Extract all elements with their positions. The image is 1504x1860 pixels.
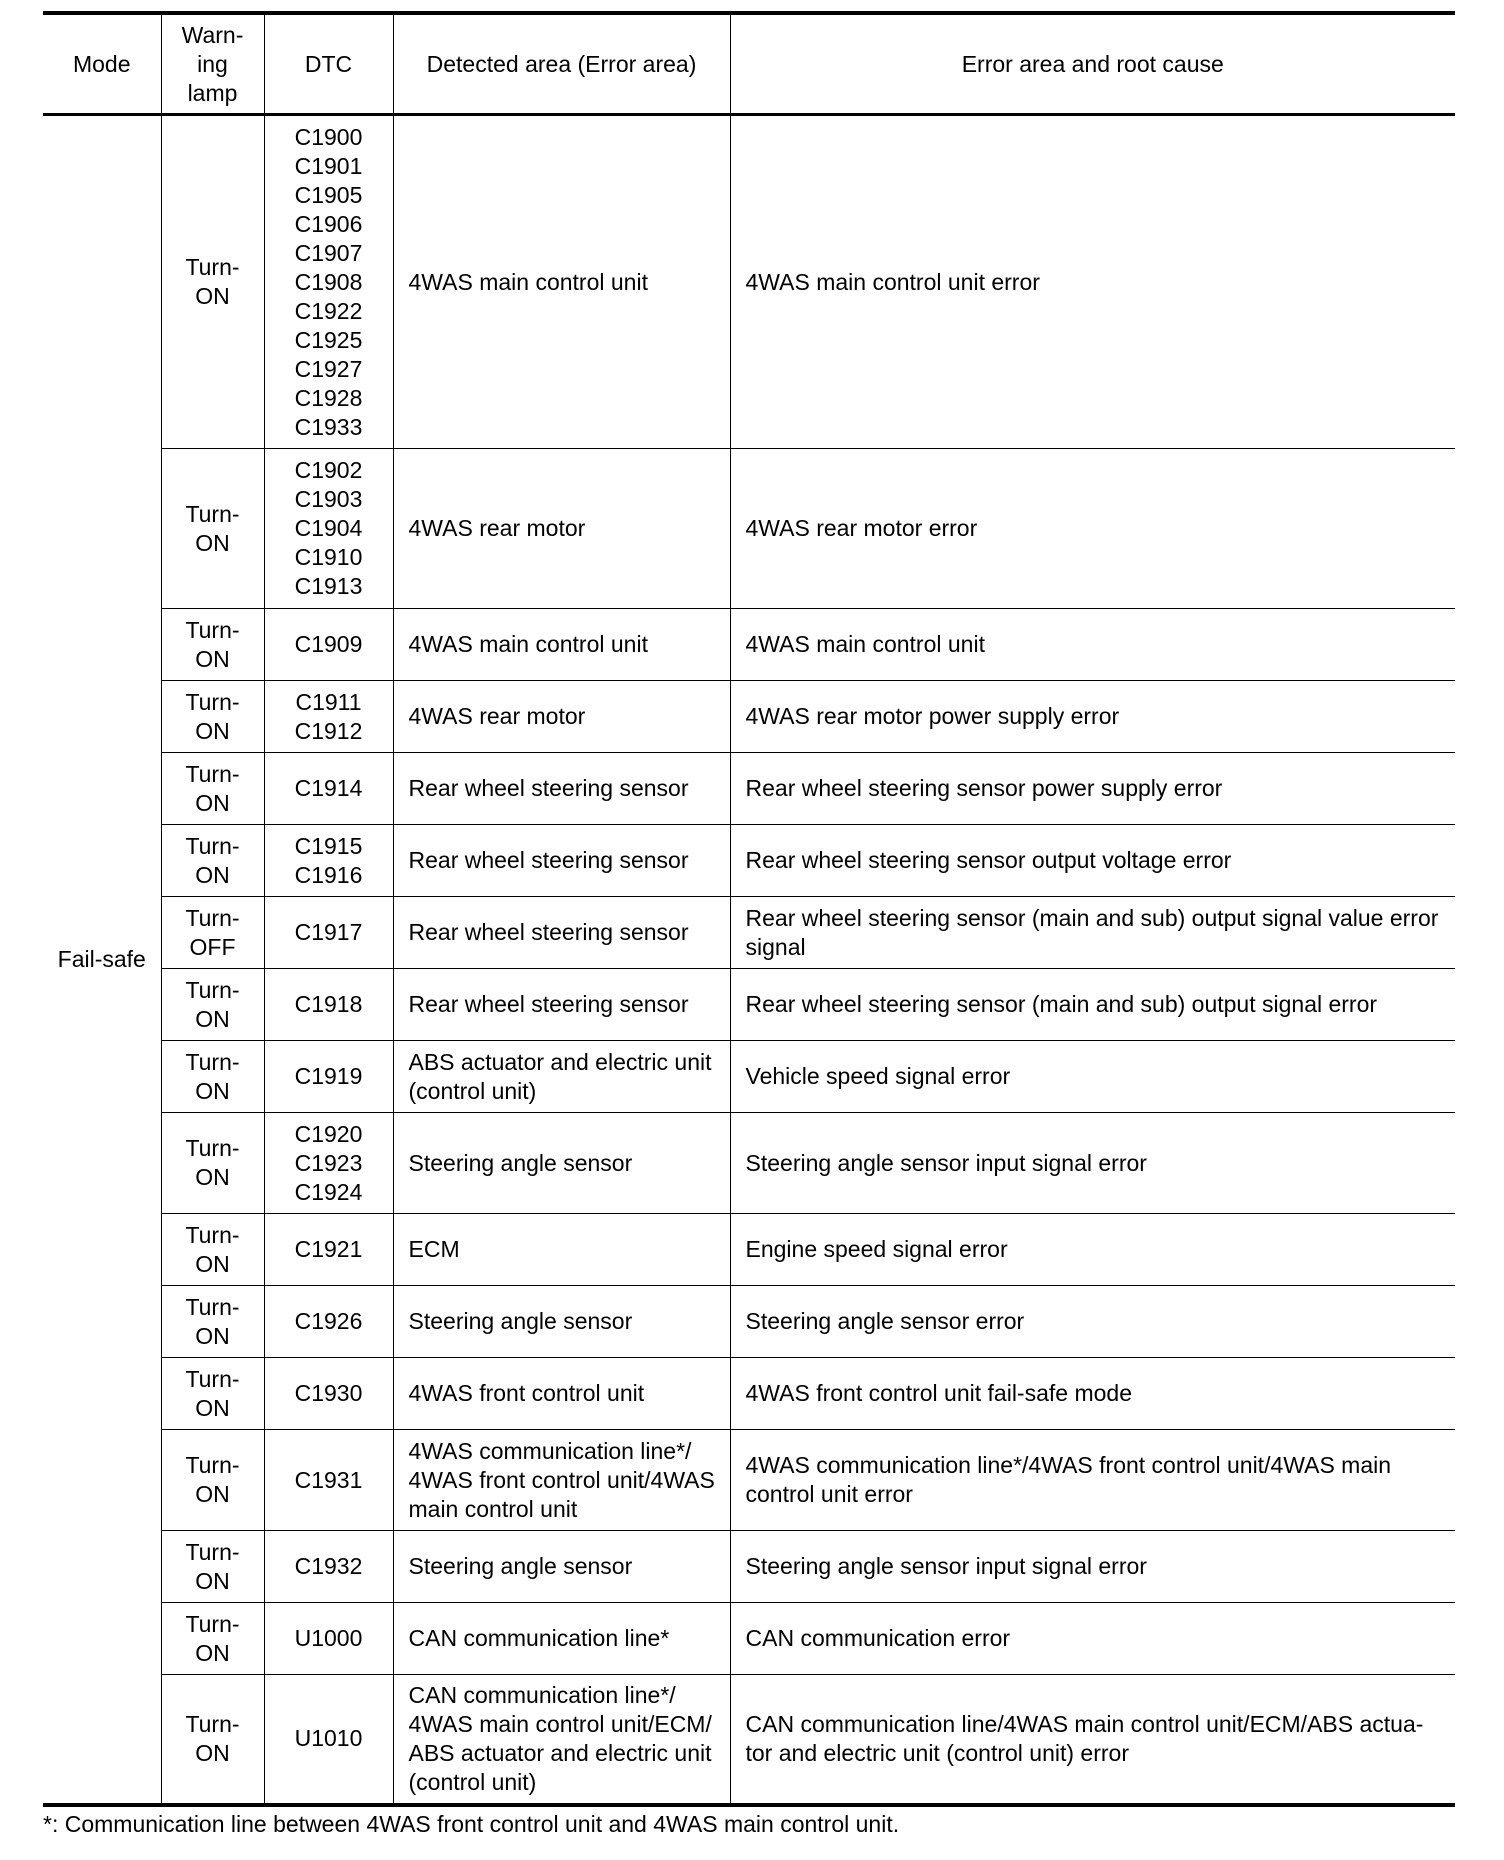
detected-area-cell xyxy=(393,1603,730,1675)
warning-lamp-cell-line: Turn- xyxy=(185,1610,240,1637)
detected-area-cell-line: 4WAS main control unit/ECM/ xyxy=(408,1710,712,1737)
table-row xyxy=(43,609,1455,681)
header-warning-lamp xyxy=(161,13,264,115)
warning-lamp-cell xyxy=(161,449,264,609)
warning-lamp-cell-line: ON xyxy=(195,529,230,556)
detected-area-cell-line: 4WAS main control unit xyxy=(408,268,648,295)
header-warning-lamp-line: Warn- xyxy=(181,21,244,48)
header-warning-lamp-line: ing xyxy=(197,50,228,77)
table-row xyxy=(43,115,1455,449)
table-row xyxy=(43,753,1455,825)
warning-lamp-cell-line: ON xyxy=(195,1739,230,1766)
detected-area-cell-line: Rear wheel steering sensor xyxy=(408,919,689,945)
dtc-cell-line: C1913 xyxy=(294,573,363,599)
table-row xyxy=(43,681,1455,753)
detected-area-cell-line: ABS actuator and electric unit xyxy=(408,1048,712,1075)
header-error-cause xyxy=(730,13,1455,115)
warning-lamp-cell-line: ON xyxy=(195,1164,230,1190)
warning-lamp-cell-line: ON xyxy=(195,1394,230,1421)
detected-area-cell xyxy=(393,897,730,969)
dtc-cell-line: C1919 xyxy=(294,1063,363,1089)
error-cause-cell xyxy=(730,1214,1455,1286)
warning-lamp-cell-line: ON xyxy=(195,1567,230,1594)
dtc-cell xyxy=(264,1214,393,1286)
table-body xyxy=(43,115,1455,1805)
table-row xyxy=(43,1041,1455,1113)
error-cause-cell xyxy=(730,1286,1455,1358)
error-cause-cell-line: Rear wheel steering sensor (main and sub) output signal value error xyxy=(745,904,1439,931)
detected-area-cell-line: (control unit) xyxy=(408,1768,537,1795)
dtc-cell xyxy=(264,825,393,897)
detected-area-cell-line: 4WAS rear motor xyxy=(408,703,586,729)
warning-lamp-cell xyxy=(161,897,264,969)
detected-area-cell xyxy=(393,1113,730,1214)
dtc-cell xyxy=(264,1286,393,1358)
dtc-cell-line: C1901 xyxy=(294,152,363,179)
warning-lamp-cell-line: Turn- xyxy=(185,1452,240,1478)
table-row xyxy=(43,449,1455,609)
table-row xyxy=(43,969,1455,1041)
warning-lamp-cell xyxy=(161,1531,264,1603)
warning-lamp-cell xyxy=(161,825,264,897)
error-cause-cell-line: signal xyxy=(745,933,806,960)
warning-lamp-cell-line: Turn- xyxy=(185,760,240,787)
detected-area-cell xyxy=(393,449,730,609)
detected-area-cell-line: Steering angle sensor xyxy=(408,1308,633,1334)
error-cause-cell-line: Vehicle speed signal error xyxy=(745,1063,1011,1089)
table-row xyxy=(43,897,1455,969)
warning-lamp-cell xyxy=(161,1041,264,1113)
detected-area-cell xyxy=(393,115,730,449)
detected-area-cell-line: Rear wheel steering sensor xyxy=(408,847,689,873)
warning-lamp-cell xyxy=(161,1603,264,1675)
header-dtc-line: DTC xyxy=(304,50,353,77)
detected-area-cell xyxy=(393,969,730,1041)
warning-lamp-cell-line: Turn- xyxy=(185,1293,240,1320)
detected-area-cell-line: Steering angle sensor xyxy=(408,1553,633,1579)
detected-area-cell xyxy=(393,1041,730,1113)
detected-area-cell xyxy=(393,1430,730,1531)
detected-area-cell-line: ABS actuator and electric unit xyxy=(408,1739,712,1766)
dtc-cell-line: C1924 xyxy=(294,1178,363,1205)
table-row xyxy=(43,1430,1455,1531)
error-cause-cell-line: 4WAS main control unit xyxy=(745,631,985,657)
warning-lamp-cell-line: Turn- xyxy=(185,904,240,931)
error-cause-cell-line: 4WAS front control unit fail-safe mode xyxy=(745,1380,1132,1406)
dtc-cell-line: C1910 xyxy=(294,544,363,570)
warning-lamp-cell xyxy=(161,969,264,1041)
warning-lamp-cell-line: Turn- xyxy=(185,1048,240,1075)
detected-area-cell xyxy=(393,753,730,825)
dtc-cell xyxy=(264,1531,393,1603)
detected-area-cell-line: Rear wheel steering sensor xyxy=(408,991,689,1017)
error-cause-cell-line: tor and electric unit (control unit) error xyxy=(745,1739,1129,1766)
dtc-cell-line: C1900 xyxy=(294,123,363,150)
dtc-cell xyxy=(264,897,393,969)
error-cause-cell-line: Rear wheel steering sensor (main and sub) output signal error xyxy=(745,991,1378,1017)
error-cause-cell-line: Rear wheel steering sensor output voltage error xyxy=(745,847,1232,873)
warning-lamp-cell xyxy=(161,115,264,449)
detected-area-cell-line: 4WAS main control unit xyxy=(408,631,648,657)
detected-area-cell xyxy=(393,1531,730,1603)
table-row xyxy=(43,1286,1455,1358)
dtc-cell xyxy=(264,1675,393,1805)
dtc-cell-line: C1921 xyxy=(294,1236,363,1262)
table-row xyxy=(43,1358,1455,1430)
footnote: *: Communication line between 4WAS front control unit and 4WAS main control unit. xyxy=(43,1810,900,1837)
warning-lamp-cell xyxy=(161,1358,264,1430)
error-cause-cell xyxy=(730,1041,1455,1113)
dtc-cell-line: C1915 xyxy=(294,832,363,859)
error-cause-cell-line: Steering angle sensor input signal error xyxy=(745,1553,1147,1579)
dtc-cell xyxy=(264,609,393,681)
detected-area-cell-line: 4WAS front control unit xyxy=(408,1380,645,1406)
dtc-cell xyxy=(264,1113,393,1214)
dtc-cell-line: C1930 xyxy=(294,1380,363,1406)
dtc-cell-line: C1931 xyxy=(294,1466,363,1493)
warning-lamp-cell xyxy=(161,609,264,681)
error-cause-cell-line: 4WAS rear motor power supply error xyxy=(745,703,1120,729)
warning-lamp-cell-line: ON xyxy=(195,1005,230,1032)
error-cause-cell-line: 4WAS rear motor error xyxy=(745,515,978,541)
table-row xyxy=(43,1113,1455,1214)
dtc-cell-line: C1927 xyxy=(294,355,363,382)
error-cause-cell-line: control unit error xyxy=(745,1481,913,1507)
error-cause-cell xyxy=(730,825,1455,897)
dtc-cell xyxy=(264,1041,393,1113)
header-detected-area xyxy=(393,13,730,115)
dtc-cell-line: C1918 xyxy=(294,991,363,1017)
detected-area-cell-line: CAN communication line*/ xyxy=(408,1681,676,1708)
error-cause-cell xyxy=(730,609,1455,681)
dtc-cell-line: U1000 xyxy=(294,1625,363,1651)
error-cause-cell xyxy=(730,1430,1455,1531)
detected-area-cell xyxy=(393,1358,730,1430)
detected-area-cell xyxy=(393,1675,730,1805)
error-cause-cell xyxy=(730,1675,1455,1805)
error-cause-cell-line: Steering angle sensor error xyxy=(745,1308,1025,1334)
detected-area-cell-line: (control unit) xyxy=(408,1077,537,1104)
error-cause-cell-line: Engine speed signal error xyxy=(745,1236,1008,1262)
warning-lamp-cell-line: Turn- xyxy=(185,832,240,859)
header-detected-area-line: Detected area (Error area) xyxy=(426,50,697,77)
warning-lamp-cell-line: ON xyxy=(195,789,230,816)
dtc-cell-line: C1912 xyxy=(294,717,363,744)
table-row xyxy=(43,1603,1455,1675)
detected-area-cell xyxy=(393,609,730,681)
dtc-cell-line: C1925 xyxy=(294,326,363,353)
warning-lamp-cell-line: ON xyxy=(195,1322,230,1349)
dtc-cell-line: C1906 xyxy=(294,210,363,237)
dtc-cell-line: C1907 xyxy=(294,239,363,266)
warning-lamp-cell-line: Turn- xyxy=(185,1365,240,1392)
detected-area-cell-line: Rear wheel steering sensor xyxy=(408,775,689,801)
detected-area-cell-line: Steering angle sensor xyxy=(408,1149,633,1176)
warning-lamp-cell-line: ON xyxy=(195,1077,230,1104)
dtc-cell-line: C1926 xyxy=(294,1308,363,1334)
dtc-cell-line: C1920 xyxy=(294,1120,363,1147)
error-cause-cell-line: CAN communication error xyxy=(745,1625,1011,1651)
error-cause-cell xyxy=(730,1113,1455,1214)
dtc-cell xyxy=(264,753,393,825)
warning-lamp-cell-line: Turn- xyxy=(185,1710,240,1737)
warning-lamp-cell-line: ON xyxy=(195,283,230,309)
error-cause-cell-line: Rear wheel steering sensor power supply error xyxy=(745,775,1223,801)
dtc-cell-line: C1928 xyxy=(294,384,363,411)
error-cause-cell xyxy=(730,115,1455,449)
header-mode-line: Mode xyxy=(72,50,131,77)
error-cause-cell-line: 4WAS main control unit error xyxy=(745,268,1040,295)
dtc-cell xyxy=(264,681,393,753)
warning-lamp-cell-line: ON xyxy=(195,1250,230,1277)
dtc-cell-line: C1908 xyxy=(294,268,363,295)
dtc-cell-line: C1916 xyxy=(294,861,363,888)
dtc-cell-line: C1909 xyxy=(294,631,363,657)
detected-area-cell-line: main control unit xyxy=(408,1495,578,1522)
dtc-cell-line: C1905 xyxy=(294,181,363,208)
dtc-cell xyxy=(264,1358,393,1430)
warning-lamp-cell xyxy=(161,1214,264,1286)
error-cause-cell-line: 4WAS communication line*/4WAS front control unit/4WAS main xyxy=(745,1452,1392,1478)
dtc-cell-line: C1911 xyxy=(295,688,362,715)
detected-area-cell-line: ECM xyxy=(408,1236,460,1262)
detected-area-cell-line: CAN communication line* xyxy=(408,1625,670,1651)
fail-safe-dtc-table xyxy=(43,11,1455,1807)
warning-lamp-cell xyxy=(161,1430,264,1531)
header-warning-lamp-line: lamp xyxy=(187,79,238,106)
warning-lamp-cell xyxy=(161,1113,264,1214)
warning-lamp-cell-line: Turn- xyxy=(185,688,240,715)
dtc-cell-line: C1923 xyxy=(294,1149,363,1176)
header-error-cause-line: Error area and root cause xyxy=(961,50,1224,77)
dtc-cell-line: C1917 xyxy=(294,919,363,945)
error-cause-cell xyxy=(730,449,1455,609)
dtc-cell-line: U1010 xyxy=(294,1725,363,1752)
table-row xyxy=(43,1675,1455,1805)
warning-lamp-cell xyxy=(161,1675,264,1805)
warning-lamp-cell-line: ON xyxy=(195,861,230,888)
dtc-cell xyxy=(264,1603,393,1675)
error-cause-cell xyxy=(730,681,1455,753)
table-row xyxy=(43,1531,1455,1603)
detected-area-cell-line: 4WAS rear motor xyxy=(408,515,586,541)
warning-lamp-cell-line: Turn- xyxy=(185,500,240,527)
dtc-cell-line: C1902 xyxy=(294,457,363,483)
detected-area-cell xyxy=(393,1286,730,1358)
warning-lamp-cell-line: Turn- xyxy=(185,254,240,280)
warning-lamp-cell-line: OFF xyxy=(189,933,236,960)
warning-lamp-cell-line: Turn- xyxy=(185,1135,240,1161)
error-cause-cell xyxy=(730,753,1455,825)
detected-area-cell-line: 4WAS communication line*/ xyxy=(408,1437,692,1464)
detected-area-cell xyxy=(393,825,730,897)
dtc-cell xyxy=(264,115,393,449)
error-cause-cell xyxy=(730,1603,1455,1675)
error-cause-cell xyxy=(730,969,1455,1041)
dtc-cell-line: C1933 xyxy=(294,413,363,440)
error-cause-cell-line: Steering angle sensor input signal error xyxy=(745,1149,1147,1176)
warning-lamp-cell-line: ON xyxy=(195,645,230,672)
dtc-cell-line: C1914 xyxy=(294,775,363,801)
dtc-cell-line: C1903 xyxy=(294,486,363,512)
table-row xyxy=(43,825,1455,897)
dtc-cell xyxy=(264,969,393,1041)
warning-lamp-cell xyxy=(161,1286,264,1358)
warning-lamp-cell-line: Turn- xyxy=(185,1538,240,1565)
dtc-cell-line: C1922 xyxy=(294,297,363,324)
detected-area-cell xyxy=(393,681,730,753)
error-cause-cell xyxy=(730,1358,1455,1430)
dtc-cell-line: C1904 xyxy=(294,515,363,541)
warning-lamp-cell-line: ON xyxy=(195,1639,230,1666)
dtc-cell xyxy=(264,1430,393,1531)
detected-area-cell-line: 4WAS front control unit/4WAS xyxy=(408,1466,715,1493)
warning-lamp-cell xyxy=(161,681,264,753)
warning-lamp-cell xyxy=(161,753,264,825)
warning-lamp-cell-line: ON xyxy=(195,1481,230,1507)
table-header-row xyxy=(43,13,1455,115)
warning-lamp-cell-line: ON xyxy=(195,717,230,744)
warning-lamp-cell-line: Turn- xyxy=(185,1221,240,1248)
dtc-cell xyxy=(264,449,393,609)
warning-lamp-cell-line: Turn- xyxy=(185,616,240,643)
header-dtc xyxy=(264,13,393,115)
error-cause-cell xyxy=(730,1531,1455,1603)
detected-area-cell xyxy=(393,1214,730,1286)
error-cause-cell xyxy=(730,897,1455,969)
table-row xyxy=(43,1214,1455,1286)
mode-cell: Fail-safe xyxy=(43,115,161,1805)
warning-lamp-cell-line: Turn- xyxy=(185,976,240,1003)
error-cause-cell-line: CAN communication line/4WAS main control unit/ECM/ABS actua- xyxy=(745,1710,1424,1737)
header-mode xyxy=(43,13,161,115)
dtc-table-container xyxy=(43,11,1455,1839)
dtc-cell-line: C1932 xyxy=(294,1553,363,1579)
